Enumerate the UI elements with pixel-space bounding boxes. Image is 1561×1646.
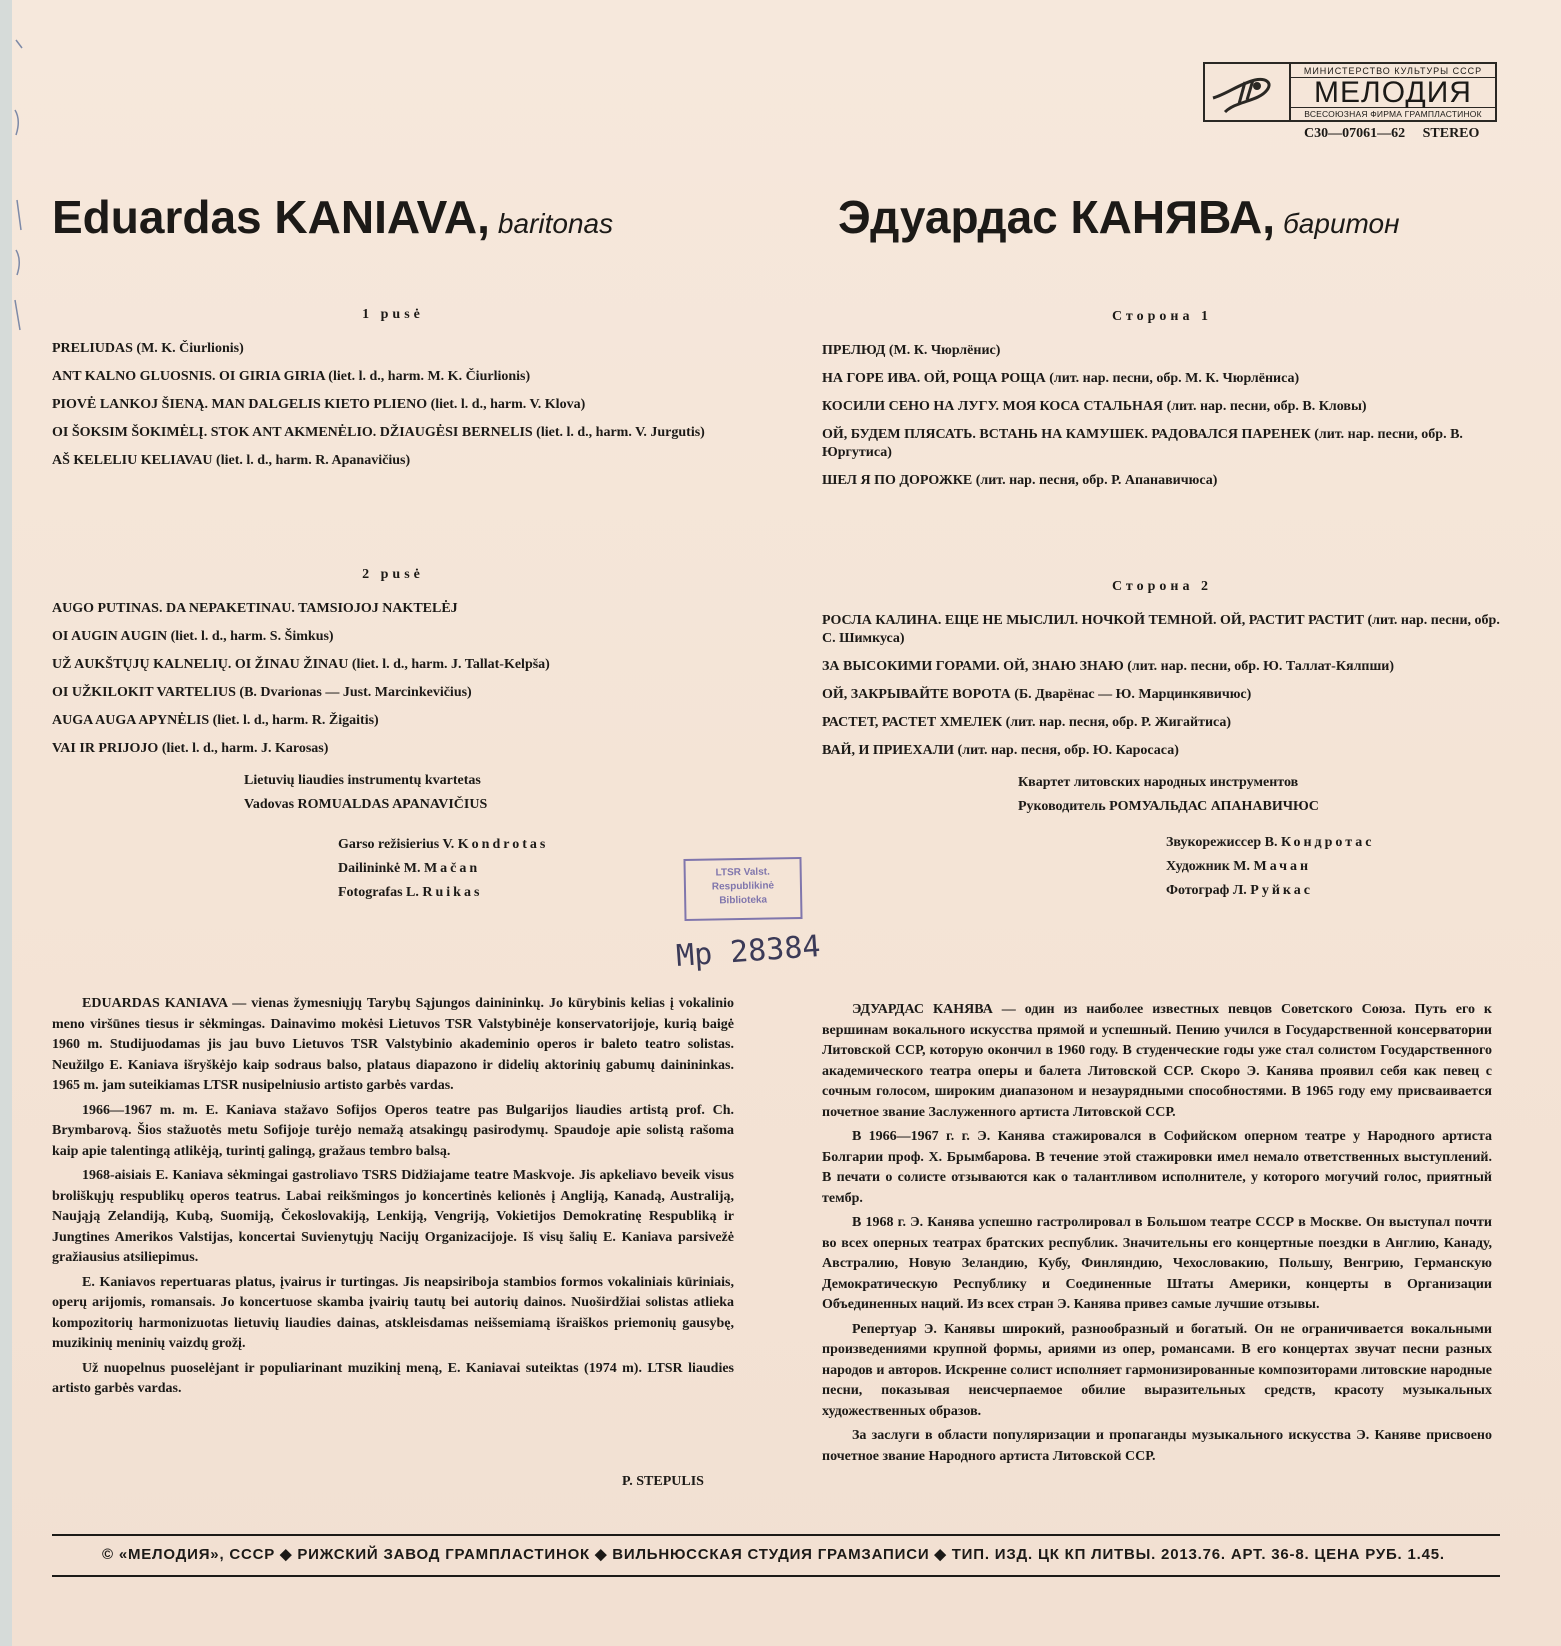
bio-paragraph: 1966—1967 m. m. E. Kaniava stažavo Sofijos Operos teatre pas Bulgarijos liaudies artistą prof. Ch. Brymbarovą. Šios stažuotės metu Sofijoje turėjo nemažą atsakingų pasirodymų. Spaudoje apie solistą rašoma kaip apie talentingą atlikėją, turintį galingą, gražaus tembro balsą.: [52, 1102, 734, 1159]
side1-title-ru: Сторона 1: [1112, 309, 1212, 324]
track-item: КОСИЛИ СЕНО НА ЛУГУ. МОЯ КОСА СТАЛЬНАЯ (лит. нар. песни, обр. В. Кловы): [822, 399, 1367, 414]
track-item: ВАЙ, И ПРИЕХАЛИ (лит. нар. песня, обр. Ю. Каросаса): [822, 743, 1179, 758]
biography-ru: [822, 1000, 1492, 1471]
leader-ru: Руководитель РОМУАЛЬДАС АПАНАВИЧЮС: [1018, 799, 1319, 814]
side2-title-ru: Сторона 2: [1112, 579, 1212, 594]
track-item: ЗА ВЫСОКИМИ ГОРАМИ. ОЙ, ЗНАЮ ЗНАЮ (лит. нар. песни, обр. Ю. Таллат-Кялпши): [822, 659, 1395, 674]
track-item: ANT KALNO GLUOSNIS. OI GIRIA GIRIA (liet. l. d., harm. M. K. Čiurlionis): [52, 369, 531, 384]
ensemble-credits-ru: [822, 774, 1502, 816]
photo-credit-label-lt: Fotografas L.: [338, 885, 419, 900]
bio-paragraph: E. Kaniavos repertuaras platus, įvairus ir turtingas. Jis neapsiriboja stambios formos vokaliniais kūriniais, operų arijomis, romansais. Jo koncertuose skamba įvairių tautų bei autorių dainos. Nuoširdžiai solistas atlieka kompozitorių harmonizuotas lietuvių liaudies dainas, atskleisdamas neišsemiamą išraiškos priemonių gausybę, muzikinių meninių vaizdų grožį.: [52, 1274, 734, 1351]
artist-name-ru: Эдуардас КАНЯВА,: [838, 191, 1276, 243]
melodiya-emblem-icon: [1205, 64, 1291, 120]
track-item: AUGO PUTINAS. DA NEPAKETINAU. TAMSIOJOJ NAKTELĖJ: [52, 601, 458, 616]
melodiya-logo: [1203, 62, 1497, 122]
track-item: OI AUGIN AUGIN (liet. l. d., harm. S. Šimkus): [52, 629, 334, 644]
track-item: ПРЕЛЮД (М. К. Чюрлёнис): [822, 343, 1001, 358]
production-credits-lt: [52, 836, 734, 902]
track-item: РОСЛА КАЛИНА. ЕЩЕ НЕ МЫСЛИЛ. НОЧКОЙ ТЕМНОЙ. ОЙ, РАСТИТ РАСТИТ (лит. нар. песни, обр. С. Шимкуса): [822, 613, 1500, 646]
artist-heading-ru: [838, 190, 1400, 244]
record-sleeve-back: [12, 0, 1561, 1646]
logo-ministry: МИНИСТЕРСТВО КУЛЬТУРЫ СССР: [1303, 66, 1483, 76]
side1-tracklist-ru: [822, 308, 1502, 500]
track-item: VAI IR PRIJOJO (liet. l. d., harm. J. Karosas): [52, 741, 329, 756]
artist-credit-label-ru: Художник М.: [1166, 859, 1250, 874]
bio-paragraph: Už nuopelnus puoselėjant ir populiarinant muzikinį meną, E. Kaniavai suteiktas (1974 m). LTSR liaudies artisto garbės vardas.: [52, 1360, 734, 1396]
stamp-line: Biblioteka: [719, 894, 768, 907]
bio-paragraph: ЭДУАРДАС КАНЯВА — один из наиболее известных певцов Советского Союза. Путь его к вершинам вокального искусства прямой и успешный. Пению учился в Государственной консерватории Литовской ССР, которую окончил в 1960 году. В студенческие годы уже стал солистом Государственного академического театра оперы и балета Литовской ССР. Скоро Э. Канява проявил себя как певец с сочным голосом, широким диапазоном и незаурядными способностями. В 1965 году ему присваивается почетное звание Заслуженного артиста Литовской ССР.: [822, 1002, 1492, 1120]
track-item: PRELIUDAS (M. K. Čiurlionis): [52, 341, 244, 356]
track-item: AŠ KELELIU KELIAVAU (liet. l. d., harm. R. Apanavičius): [52, 453, 411, 468]
track-item: РАСТЕТ, РАСТЕТ ХМЕЛЕК (лит. нар. песня, обр. Р. Жигайтиса): [822, 715, 1232, 730]
bio-paragraph: В 1966—1967 г. г. Э. Канява стажировался в Софийском оперном театре у Народного артиста Болгарии проф. Х. Брымбарова. В течение этой стажировки имел немало ответственных выступлений. В печати о солисте отзываются как о талантливом исполнителе, у которого могучий голос, приятный тембр.: [822, 1129, 1492, 1206]
artist-credit-name-lt: Mačan: [423, 861, 481, 876]
side1-title-lt: 1 pusė: [362, 307, 424, 322]
biography-lt: [52, 994, 734, 1404]
bio-paragraph: В 1968 г. Э. Канява успешно гастролировал в Большом театре СССР в Москве. Он выступал почти во всех оперных театрах братских республик. Значительны его концертные поездки в Англию, Канаду, Австралию, Новую Зеландию, Кубу, Финляндию, Чехословакию, Польшу, Венгрию, Германскую Демократическую Республику и Соединенные Штаты Америки, концерты в Организации Объединенных наций. Из всех стран Э. Канява привез самые лучшие отзывы.: [822, 1215, 1492, 1312]
side2-tracklist-lt: [52, 566, 734, 908]
library-stamp: [683, 857, 802, 921]
ensemble-lt: Lietuvių liaudies instrumentų kvartetas: [244, 773, 481, 788]
side1-tracklist-lt: [52, 306, 734, 480]
ensemble-ru: Квартет литовских народных инструментов: [1018, 775, 1299, 790]
artist-voice-ru: баритон: [1283, 208, 1400, 239]
bio-paragraph: За заслуги в области популяризации и пропаганды музыкального искусства Э. Каняве присвоено почетное звание Народного артиста Литовской ССР.: [822, 1428, 1492, 1464]
artist-heading-lt: [52, 190, 613, 244]
track-item: НА ГОРЕ ИВА. ОЙ, РОЩА РОЩА (лит. нар. песни, обр. М. К. Чюрлёниса): [822, 371, 1300, 386]
track-item: AUGA AUGA APYNĖLIS (liet. l. d., harm. R. Žigaitis): [52, 713, 379, 728]
handwritten-inventory-number: Мр 28384: [674, 929, 822, 974]
ensemble-credits-lt: [52, 772, 734, 814]
track-item: ОЙ, ЗАКРЫВАЙТЕ ВОРОТА (Б. Дварёнас — Ю. Марцинкявичюс): [822, 687, 1252, 702]
bio-author: P. STEPULIS: [622, 1474, 704, 1489]
track-item: PIOVĖ LANKOJ ŠIENĄ. MAN DALGELIS KIETO PLIENO (liet. l. d., harm. V. Klova): [52, 397, 586, 412]
artist-voice-lt: baritonas: [497, 208, 614, 239]
sound-engineer-name-lt: Kondrotas: [457, 837, 549, 852]
sound-engineer-name-ru: Кондротас: [1281, 835, 1375, 850]
bio-paragraph: EDUARDAS KANIAVA — vienas žymesniųjų Tarybų Sąjungos dainininkų. Jo kūrybinis kelias į vokalinio meno viršūnes tiesus ir sėkmingas. Dainavimo mokėsi Lietuvos TSR Valstybinėje konservatorijoje, kurią baigė 1960 m. Studijuodamas jis jau buvo Lietuvos TSR Valstybinio akademinio operos ir baleto teatro solistas. Neužilgo E. Kaniava išryškėjo kaip sodraus balso, plataus diapazono ir didelių aktorinių gabumų dainininkas. 1965 m. jam suteikiamas LTSR nusipelniusio artisto garbės vardas.: [52, 996, 734, 1093]
track-item: OI ŠOKSIM ŠOKIMĖLĮ. STOK ANT AKMENĖLIO. DŽIAUGĖSI BERNELIS (liet. l. d., harm. V. Jurgutis): [52, 425, 705, 440]
track-item: ШЕЛ Я ПО ДОРОЖКЕ (лит. нар. песня, обр. Р. Апанавичюса): [822, 473, 1218, 488]
logo-firm: ВСЕСОЮЗНАЯ ФИРМА ГРАМПЛАСТИНОК: [1304, 109, 1482, 119]
footer-imprint: © «МЕЛОДИЯ», СССР ◆ РИЖСКИЙ ЗАВОД ГРАМПЛАСТИНОК ◆ ВИЛЬНЮССКАЯ СТУДИЯ ГРАМЗАПИСИ ◆ ТИП. ИЗД. ЦК КП ЛИТВЫ. 2013.76. АРТ. 36-8. ЦЕНА РУБ. 1.45.: [102, 1546, 1445, 1563]
side2-tracklist-ru: [822, 578, 1502, 906]
sound-engineer-label-lt: Garso režisierius V.: [338, 837, 455, 852]
photo-credit-label-ru: Фотограф Л.: [1166, 883, 1247, 898]
footer-rule-bottom: [52, 1575, 1500, 1577]
bio-paragraph: Репертуар Э. Канявы широкий, разнообразный и богатый. Он не ограничивается вокальными произведениями крупной формы, ариями из опер, романсами. В его концертах звучат песни разных народов и авторов. Искренне солист исполняет гармонизированные композиторами литовские народные песни, показывая неисчерпаемое обилие выразительных средств, красоту музыкальных художественных образов.: [822, 1321, 1492, 1419]
catalog-number: С30—07061—62 STEREO: [1304, 126, 1480, 141]
footer-rule-top: [52, 1534, 1500, 1536]
production-credits-ru: [822, 834, 1502, 900]
logo-brand: МЕЛОДИЯ: [1291, 77, 1495, 108]
photo-credit-name-ru: Руйкас: [1250, 883, 1313, 898]
side2-title-lt: 2 pusė: [362, 567, 424, 582]
stamp-line: LTSR Valst.: [715, 866, 770, 879]
leader-lt: Vadovas ROMUALDAS APANAVIČIUS: [244, 797, 488, 812]
sound-engineer-label-ru: Звукорежиссер В.: [1166, 835, 1278, 850]
artist-credit-name-ru: Мачан: [1253, 859, 1312, 874]
photo-credit-name-lt: Ruikas: [422, 885, 483, 900]
track-item: UŽ AUKŠTŲJŲ KALNELIŲ. OI ŽINAU ŽINAU (liet. l. d., harm. J. Tallat-Kelpša): [52, 657, 550, 672]
artist-name-lt: Eduardas KANIAVA,: [52, 191, 490, 243]
edge-pen-marks: [12, 0, 24, 1646]
track-item: OI UŽKILOKIT VARTELIUS (B. Dvarionas — Just. Marcinkevičius): [52, 685, 472, 700]
track-item: ОЙ, БУДЕМ ПЛЯСАТЬ. ВСТАНЬ НА КАМУШЕК. РАДОВАЛСЯ ПАРЕНЕК (лит. нар. песни, обр. В. Юргутиса): [822, 427, 1463, 460]
artist-credit-label-lt: Dailininkė M.: [338, 861, 421, 876]
bio-paragraph: 1968-aisiais E. Kaniava sėkmingai gastroliavo TSRS Didžiajame teatre Maskvoje. Jis apkeliavo beveik visus broliškųjų respublikų operos teatrus. Labai reikšmingos jo koncertinės kelionės į Angliją, Kanadą, Australiją, Naująją Zelandiją, Kubą, Suomiją, Čekoslovakiją, Lenkiją, Vengriją, Vokietijos Demokratinę Respubliką ir Jungtines Amerikos Valstijas, koncertai Suvienytųjų Nacijų Organizacijoje. Iš visų šalių E. Kaniava parsivežė gražiausius atsiliepimus.: [52, 1168, 734, 1265]
stamp-line: Respublikinė: [711, 880, 775, 893]
